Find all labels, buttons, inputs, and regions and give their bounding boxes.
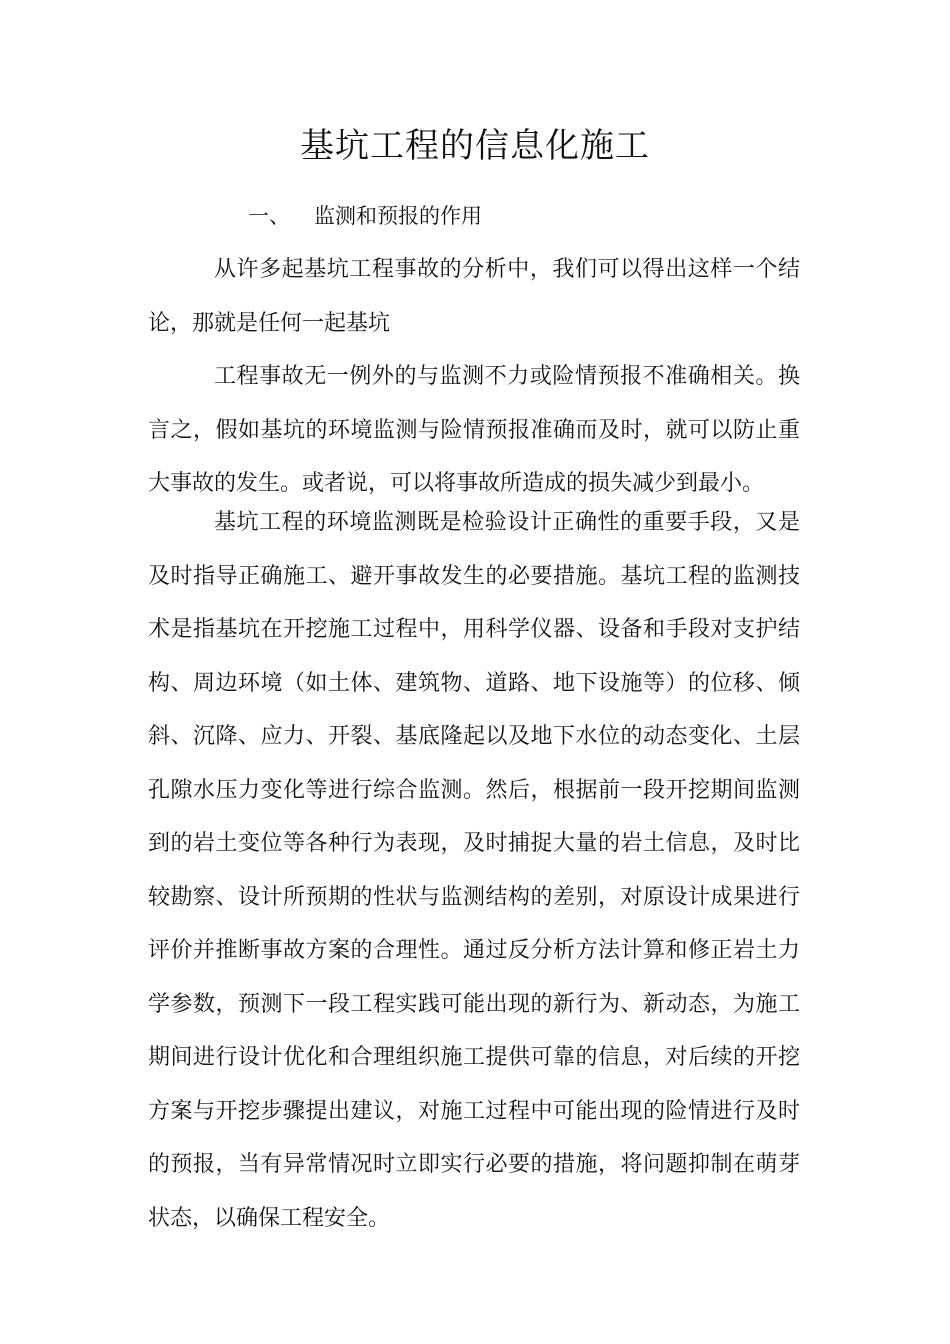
paragraph-2: 工程事故无一例外的与监测不力或险情预报不准确相关。换言之，假如基坑的环境监测与险情预报准确而及时，就可以防止重大事故的发生。或者说，可以将事故所造成的损失减少到最小。 (148, 364, 800, 496)
paragraph-1: 从许多起基坑工程事故的分析中，我们可以得出这样一个结论，那就是任何一起基坑 (148, 257, 800, 336)
document-title: 基坑工程的信息化施工 (300, 126, 650, 166)
section-number: 一、 (248, 204, 290, 228)
section-heading-text: 监测和预报的作用 (314, 204, 482, 228)
paragraph-3: 基坑工程的环境监测既是检验设计正确性的重要手段，又是及时指导正确施工、避开事故发生的必要措施。基坑工程的监测技术是指基坑在开挖施工过程中，用科学仪器、设备和手段对支护结构、周边环境（如土体、建筑物、道路、地下设施等）的位移、倾斜、沉降、应力、开裂、基底隆起以及地下水位的动态变化、土层孔隙水压力变化等进行综合监测。然后，根据前一段开挖期间监测到的岩土变位等各种行为表现，及时捕捉大量的岩土信息，及时比较勘察、设计所预期的性状与监测结构的差别，对原设计成果进行评价并推断事故方案的合理性。通过反分析方法计算和修正岩土力学参数，预测下一段工程实践可能出现的新行为、新动态，为施工期间进行设计优化和合理组织施工提供可靠的信息，对后续的开挖方案与开挖步骤提出建议，对施工过程中可能出现的险情进行及时的预报，当有异常情况时立即实行必要的措施，将问题抑制在萌芽状态，以确保工程安全。 (148, 510, 800, 1231)
section-heading (248, 200, 482, 230)
